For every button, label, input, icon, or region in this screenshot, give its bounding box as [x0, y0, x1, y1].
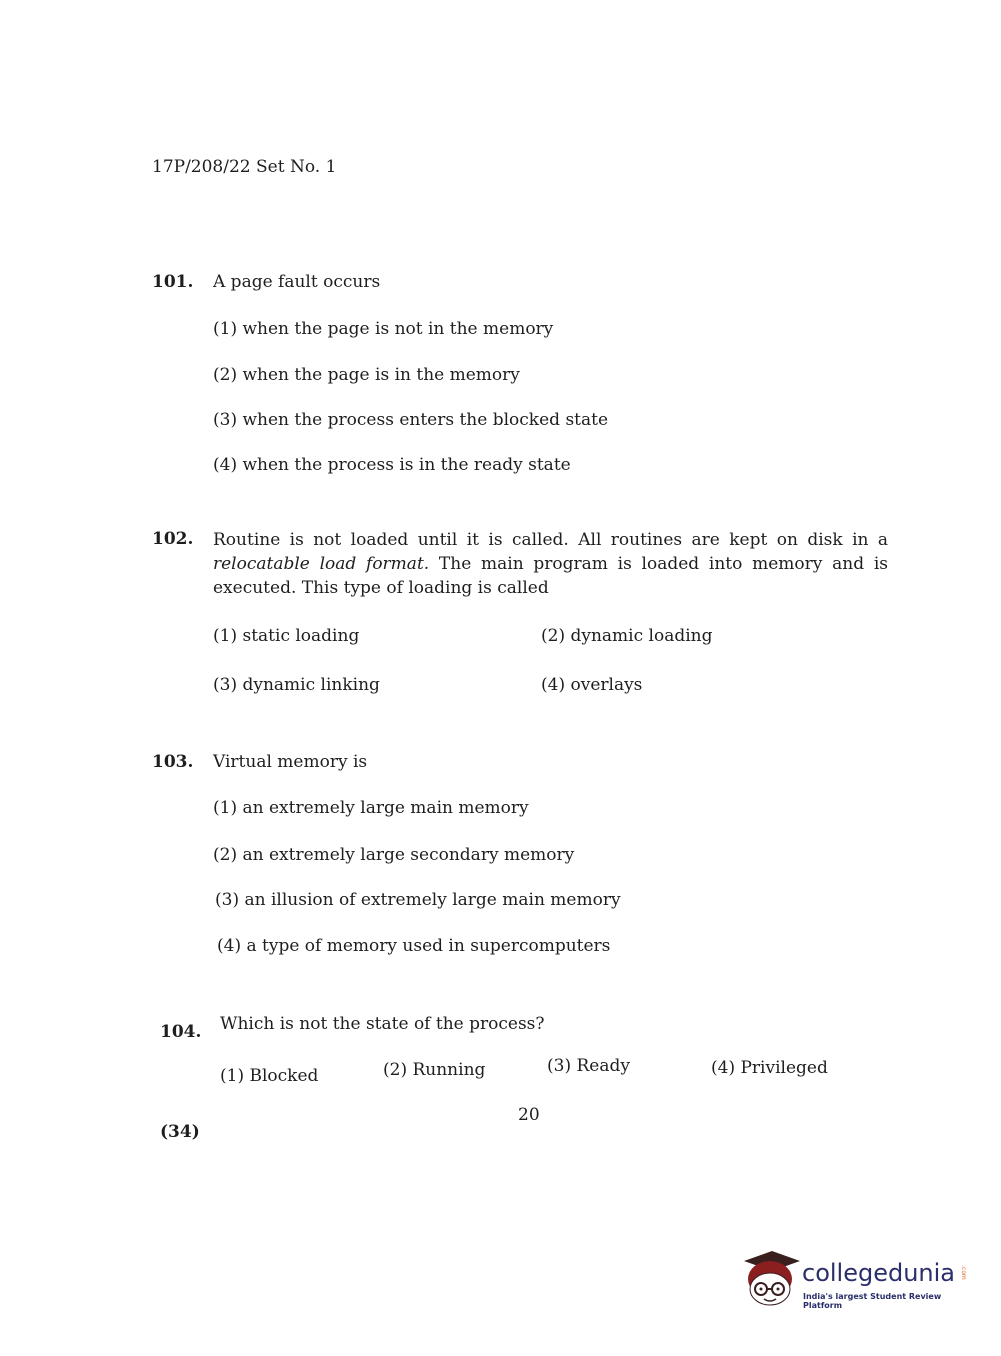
question-102-option-4: (4) overlays — [541, 675, 643, 695]
logo-brand: collegedunia — [802, 1259, 956, 1287]
question-103-option-3: (3) an illusion of extremely large main memory — [215, 890, 621, 910]
question-102-option-1: (1) static loading — [213, 626, 360, 646]
question-101-option-1: (1) when the page is not in the memory — [213, 319, 554, 339]
question-103-option-2: (2) an extremely large secondary memory — [213, 845, 575, 865]
question-103-text: Virtual memory is — [213, 752, 368, 772]
footer-code: (34) — [160, 1122, 200, 1142]
question-101-option-2: (2) when the page is in the memory — [213, 365, 520, 385]
question-102-number: 102. — [152, 529, 194, 549]
header-code: 17P/208/22 Set No. 1 — [152, 157, 337, 177]
question-102-text-end: The main program is loaded into memory and is executed. This type of loading is called — [213, 554, 888, 598]
question-104-text: Which is not the state of the process? — [220, 1014, 545, 1034]
page-number: 20 — [518, 1105, 540, 1125]
question-103-number: 103. — [152, 752, 194, 772]
question-102-text-italic: relocatable load format. — [213, 554, 430, 574]
question-101-option-3: (3) when the process enters the blocked state — [213, 410, 609, 430]
question-101-option-4: (4) when the process is in the ready state — [213, 455, 571, 475]
question-104-option-3: (3) Ready — [547, 1056, 630, 1076]
question-104-number: 104. — [160, 1022, 202, 1042]
question-104-option-4: (4) Privileged — [711, 1058, 828, 1078]
question-102-text-start: Routine is not loaded until it is called. All routines are kept on disk in a — [213, 530, 888, 550]
mascot-icon — [740, 1247, 802, 1319]
logo-tagline: India's largest Student Review Platform — [803, 1292, 942, 1310]
question-104-option-2: (2) Running — [383, 1060, 486, 1080]
question-102-option-2: (2) dynamic loading — [541, 626, 713, 646]
question-103-option-4: (4) a type of memory used in supercomputers — [217, 936, 611, 956]
question-101-number: 101. — [152, 272, 194, 292]
logo-brand-suffix: .com — [960, 1265, 967, 1280]
question-101-text: A page fault occurs — [213, 272, 381, 292]
collegedunia-watermark — [740, 1247, 972, 1319]
question-102-text — [213, 528, 888, 600]
question-103-option-1: (1) an extremely large main memory — [213, 798, 529, 818]
question-104-option-1: (1) Blocked — [220, 1066, 319, 1086]
question-102-option-3: (3) dynamic linking — [213, 675, 380, 695]
